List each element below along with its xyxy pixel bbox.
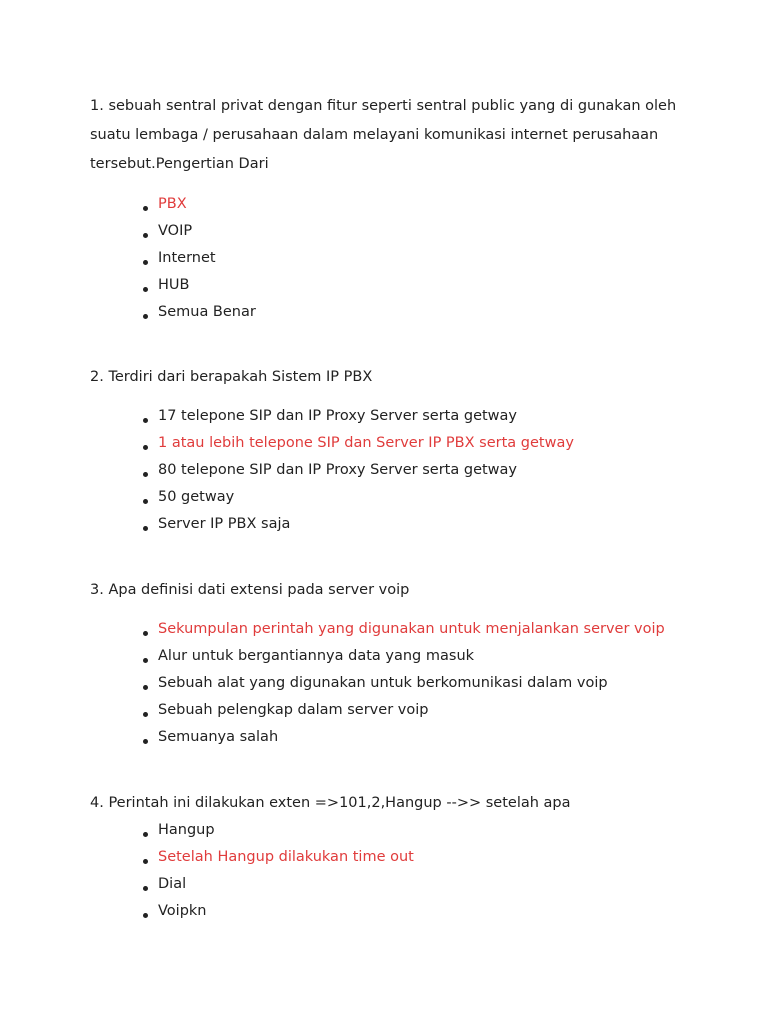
question-4-options — [0, 817, 414, 925]
option-item — [0, 299, 256, 326]
option-item — [0, 871, 414, 898]
option-label: HUB — [158, 277, 190, 293]
option-label: VOIP — [158, 223, 193, 239]
question-3-text: 3. Apa definisi dati extensi pada server voip — [90, 582, 410, 598]
option-label: Internet — [158, 250, 216, 266]
question-1-options — [0, 191, 256, 326]
option-label: Semua Benar — [158, 304, 256, 320]
option-label: Dial — [158, 876, 187, 892]
question-4-text: 4. Perintah ini dilakukan exten =>101,2,Hangup -->> setelah apa — [90, 795, 571, 811]
bullet-icon — [143, 418, 148, 423]
option-label: PBX — [158, 196, 187, 212]
option-item — [0, 643, 665, 670]
option-item — [0, 484, 574, 511]
bullet-icon — [143, 859, 148, 864]
bullet-icon — [143, 913, 148, 918]
option-label: Setelah Hangup dilakukan time out — [158, 849, 414, 865]
option-item — [0, 511, 574, 538]
question-2-options — [0, 403, 574, 538]
option-item — [0, 898, 414, 925]
option-label: 50 getway — [158, 489, 235, 505]
option-item — [0, 697, 665, 724]
question-3-options — [0, 616, 665, 751]
option-item — [0, 457, 574, 484]
question-1-text: 1. sebuah sentral privat dengan fitur seperti sentral public yang di gunakan oleh suatu lembaga / perusahaan dalam melayani komunikasi internet perusahaan tersebut.Pengertian Dari — [90, 98, 677, 172]
option-item — [0, 670, 665, 697]
option-item — [0, 817, 414, 844]
bullet-icon — [143, 886, 148, 891]
option-label: Sekumpulan perintah yang digunakan untuk menjalankan server voip — [158, 621, 665, 637]
option-label: Sebuah alat yang digunakan untuk berkomunikasi dalam voip — [158, 675, 608, 691]
bullet-icon — [143, 712, 148, 717]
bullet-icon — [143, 206, 148, 211]
bullet-icon — [143, 526, 148, 531]
bullet-icon — [143, 631, 148, 636]
bullet-icon — [143, 260, 148, 265]
option-item — [0, 191, 256, 218]
option-label: Hangup — [158, 822, 215, 838]
option-item — [0, 218, 256, 245]
bullet-icon — [143, 314, 148, 319]
option-item — [0, 245, 256, 272]
bullet-icon — [143, 233, 148, 238]
option-item — [0, 403, 574, 430]
option-label: Voipkn — [158, 903, 207, 919]
option-label: 1 atau lebih telepone SIP dan Server IP PBX serta getway — [158, 435, 574, 451]
option-label: Alur untuk bergantiannya data yang masuk — [158, 648, 475, 664]
option-item — [0, 844, 414, 871]
bullet-icon — [143, 739, 148, 744]
option-item — [0, 724, 665, 751]
option-label: Sebuah pelengkap dalam server voip — [158, 702, 429, 718]
bullet-icon — [143, 832, 148, 837]
option-label: Server IP PBX saja — [158, 516, 291, 532]
bullet-icon — [143, 685, 148, 690]
bullet-icon — [143, 287, 148, 292]
option-label: 17 telepone SIP dan IP Proxy Server serta getway — [158, 408, 518, 424]
bullet-icon — [143, 658, 148, 663]
option-item — [0, 272, 256, 299]
option-item — [0, 430, 574, 457]
option-item — [0, 616, 665, 643]
option-label: 80 telepone SIP dan IP Proxy Server serta getway — [158, 462, 518, 478]
bullet-icon — [143, 445, 148, 450]
bullet-icon — [143, 472, 148, 477]
bullet-icon — [143, 499, 148, 504]
option-label: Semuanya salah — [158, 729, 279, 745]
question-2-text: 2. Terdiri dari berapakah Sistem IP PBX — [90, 369, 373, 385]
